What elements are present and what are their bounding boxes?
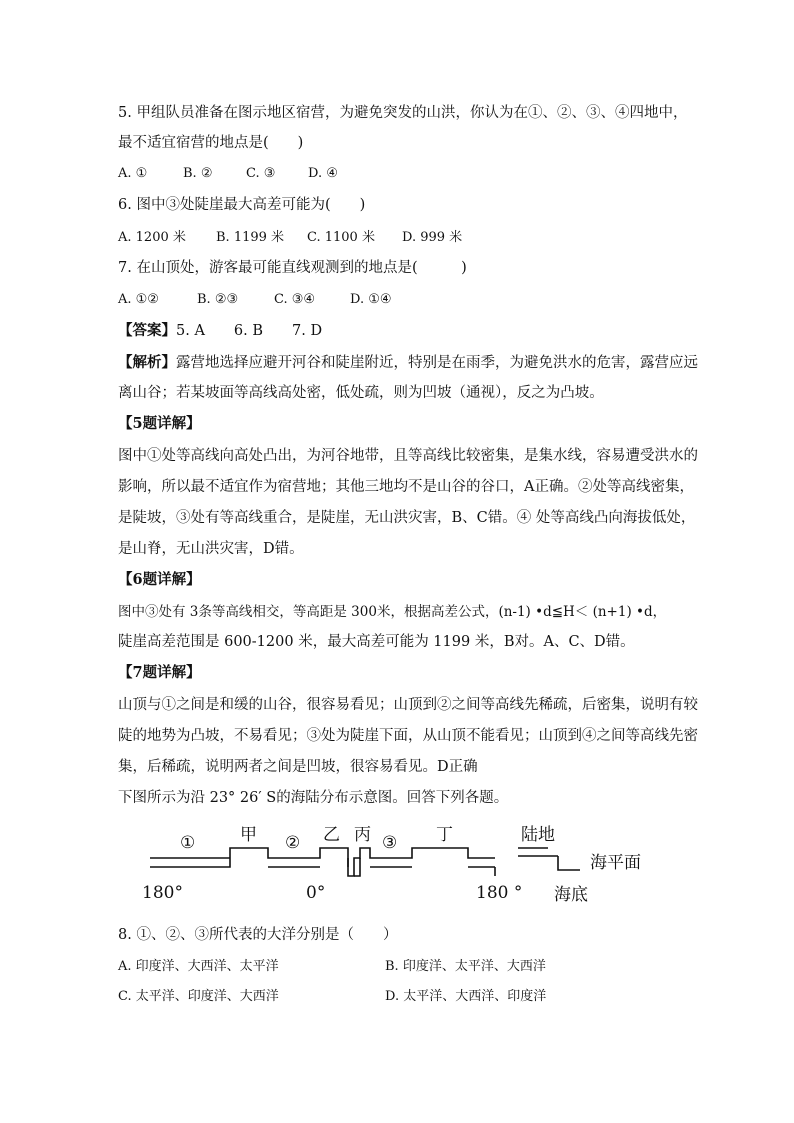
label-yi: 乙	[323, 825, 340, 845]
label-bing: 丙	[354, 825, 371, 845]
q5-option-a: A. ①	[118, 166, 148, 181]
q8-option-d: D. 太平洋、大西洋、印度洋	[385, 989, 547, 1004]
diagram-intro: 下图所示为沿 23° 26′ S的海陆分布示意图。回答下列各题。	[118, 790, 509, 806]
q5-stem-line2: 最不适宜宿营的地点是( )	[118, 135, 304, 151]
q6-option-d: D. 999 米	[402, 230, 463, 245]
q7-stem: 7. 在山顶处，游客最可能直线观测到的地点是( )	[118, 260, 467, 276]
q7-option-d: D. ①④	[350, 292, 392, 307]
detail5-line3: 是陡坡，③处有等高线重合，是陡崖，无山洪灾害，B、C错。④ 处等高线凸向海拔低处，	[118, 510, 696, 526]
label-circle-2: ②	[285, 833, 301, 853]
sea-land-profile-diagram	[140, 818, 660, 910]
q5-stem-line1: 5. 甲组队员准备在图示地区宿营，为避免突发的山洪，你认为在①、②、③、④四地中，	[118, 105, 688, 121]
detail7-tag: 【7题详解】	[118, 664, 201, 681]
detail6-line2: 陡崖高差范围是 600-1200 米，最大高差可能为 1199 米，B对。A、C、D错。	[118, 634, 635, 650]
q8-stem: 8. ①、②、③所代表的大洋分别是（ ）	[118, 927, 398, 943]
answer-tag: 【答案】	[118, 322, 176, 339]
q8-option-c: C. 太平洋、印度洋、大西洋	[118, 989, 279, 1004]
answer-line	[118, 321, 322, 341]
legend-seafloor-line	[558, 856, 580, 870]
detail7-line3: 集，后稀疏，说明两者之间是凹坡，很容易看见。D正确	[118, 759, 478, 775]
label-lon-mid: 0°	[306, 883, 326, 903]
q7-option-c: C. ③④	[274, 292, 316, 307]
detail6-line1: 图中③处有 3条等高线相交，等高距是 300米，根据高差公式，(n-1) •d≦H＜ (n+1) •d，	[118, 604, 667, 620]
analysis-line1	[118, 353, 698, 373]
detail5-line1: 图中①处等高线向高处凸出，为河谷地带，且等高线比较密集，是集水线，容易遭受洪水的	[118, 448, 698, 464]
detail7-line1: 山顶与①之间是和缓的山谷，很容易看见；山顶到②之间等高线先稀疏，后密集，说明有较	[118, 697, 698, 713]
label-seafloor: 海底	[554, 885, 588, 905]
detail6-tag: 【6题详解】	[118, 571, 201, 588]
detail5-line4: 是山脊，无山洪灾害，D错。	[118, 541, 304, 557]
detail5-tag: 【5题详解】	[118, 415, 201, 432]
q6-option-a: A. 1200 米	[118, 230, 186, 245]
label-ding: 丁	[436, 825, 453, 845]
profile-outline	[150, 848, 495, 876]
q8-option-b: B. 印度洋、太平洋、大西洋	[385, 959, 546, 974]
answer-text: 5. A 6. B 7. D	[176, 323, 323, 339]
channel-right	[354, 858, 360, 876]
q7-option-a: A. ①②	[118, 292, 159, 307]
q6-option-b: B. 1199 米	[216, 230, 285, 245]
detail5-line2: 影响，所以最不适宜作为宿营地；其他三地均不是山谷的谷口，A正确。②处等高线密集，	[118, 479, 694, 495]
label-circle-1: ①	[180, 833, 196, 853]
label-lon-right: 180 °	[476, 883, 523, 903]
q5-option-d: D. ④	[308, 166, 338, 181]
q8-option-a: A. 印度洋、大西洋、太平洋	[118, 959, 279, 974]
analysis-tag: 【解析】	[118, 354, 176, 371]
q5-option-b: B. ②	[183, 166, 213, 181]
detail7-line2: 陡的地势为凸坡，不易看见；③处为陡崖下面，从山顶不能看见；山顶到④之间等高线先密	[118, 728, 698, 744]
q6-option-c: C. 1100 米	[307, 230, 375, 245]
q7-option-b: B. ②③	[197, 292, 239, 307]
q6-stem: 6. 图中③处陡崖最大高差可能为( )	[118, 197, 366, 213]
q5-option-c: C. ③	[246, 166, 276, 181]
label-sea-level: 海平面	[590, 853, 641, 873]
label-land: 陆地	[521, 825, 555, 845]
label-jia: 甲	[240, 825, 257, 845]
analysis-line2: 离山谷；若某坡面等高线高处密，低处疏，则为凹坡（通视），反之为凸坡。	[118, 385, 604, 401]
label-lon-left: 180°	[142, 883, 183, 903]
label-circle-3: ③	[382, 833, 398, 853]
analysis-text-1: 露营地选择应避开河谷和陡崖附近，特别是在雨季，为避免洪水的危害，露营应远	[176, 355, 698, 371]
